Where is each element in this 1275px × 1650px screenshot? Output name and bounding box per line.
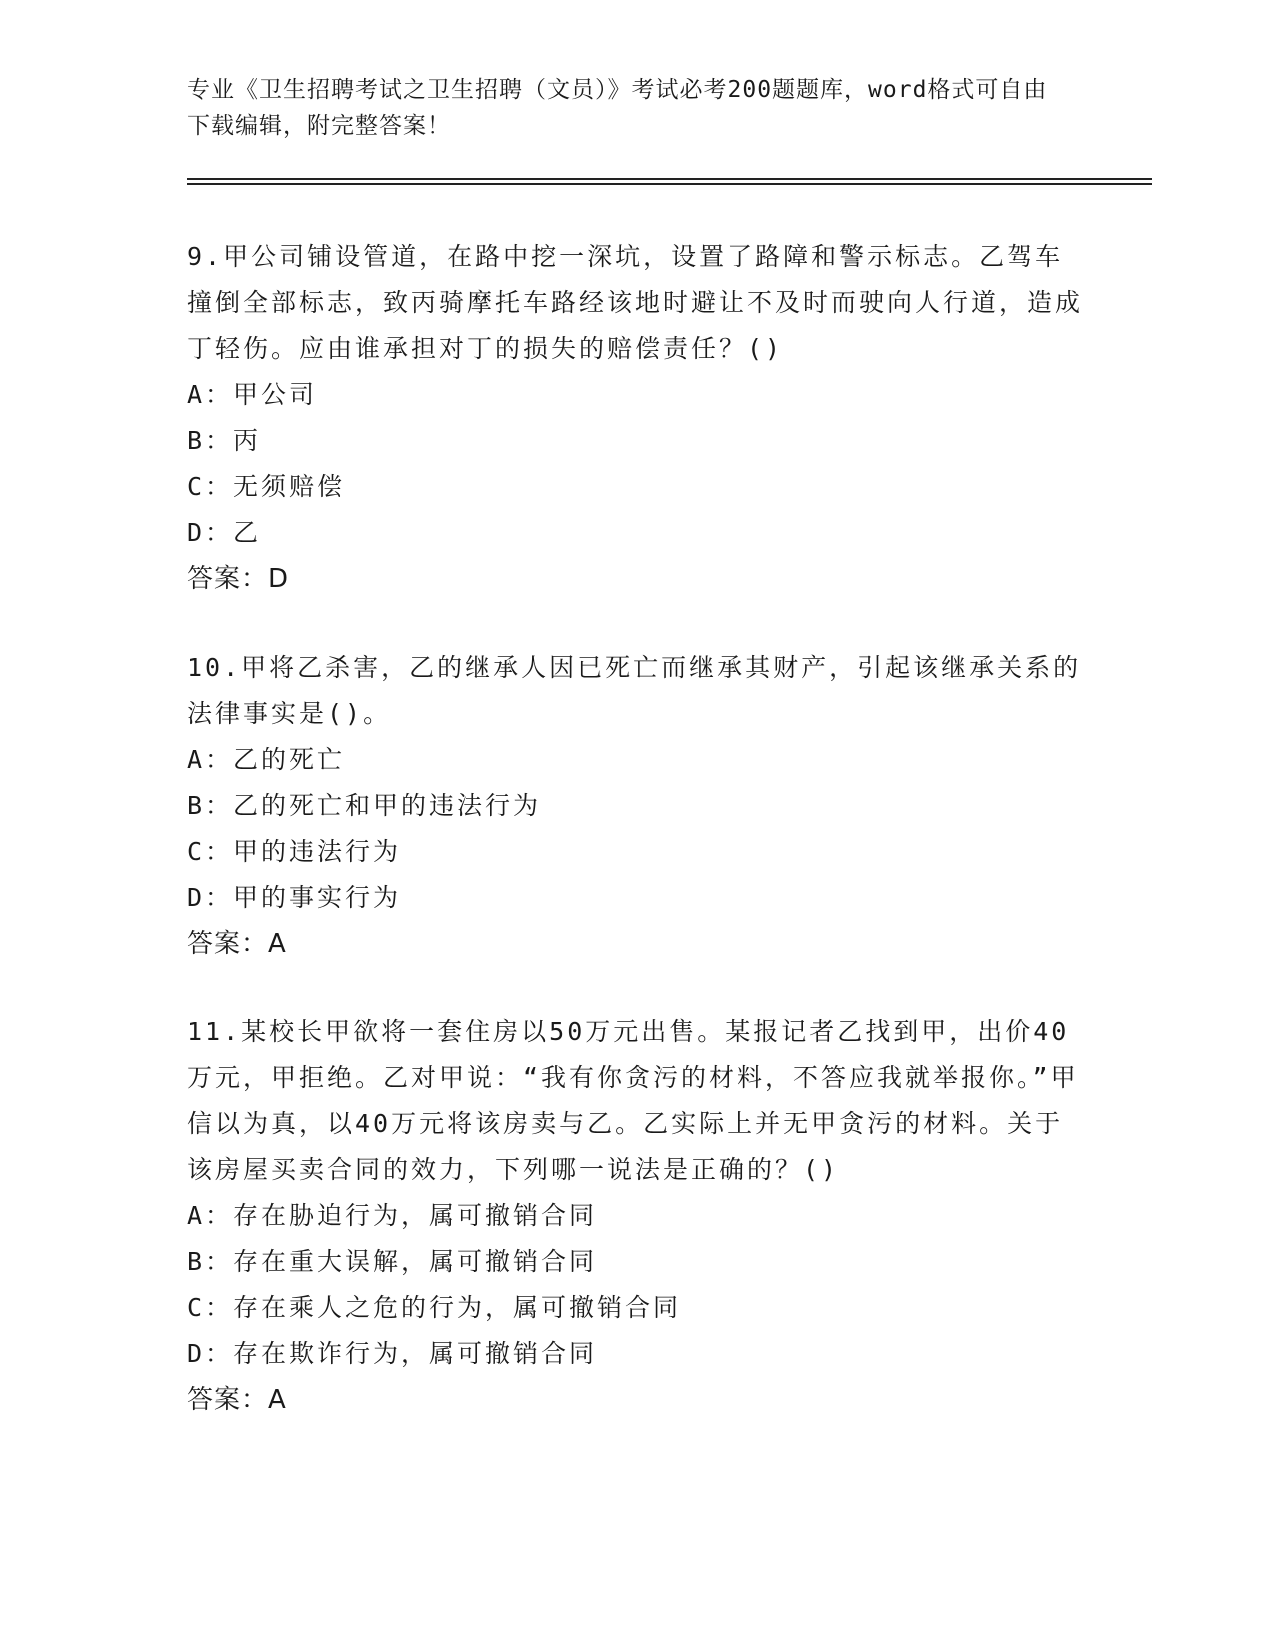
option-a: A：存在胁迫行为，属可撤销合同 [187, 1201, 598, 1230]
question-stem: 10.甲将乙杀害，乙的继承人因已死亡而继承其财产，引起该继承关系的法律事实是()。 [187, 653, 1082, 728]
answer-line: 答案：A [187, 929, 287, 959]
option-c: C：无须赔偿 [187, 472, 346, 501]
question-stem: 11.某校长甲欲将一套住房以50万元出售。某报记者乙找到甲，出价40万元，甲拒绝。乙对甲说：“我有你贪污的材料，不答应我就举报你。”甲信以为真，以40万元将该房卖与乙。乙实际上并无甲贪污的材料。关于该房屋买卖合同的效力，下列哪一说法是正确的？() [187, 1017, 1079, 1184]
option-a: A：甲公司 [187, 380, 318, 409]
option-c: C：存在乘人之危的行为，属可撤销合同 [187, 1293, 682, 1322]
header-divider-top [187, 178, 1152, 180]
option-d: D：乙 [187, 518, 262, 547]
option-d: D：甲的事实行为 [187, 883, 402, 912]
option-d: D：存在欺诈行为，属可撤销合同 [187, 1339, 598, 1368]
answer-line: 答案：A [187, 1385, 287, 1415]
answer-line: 答案：D [187, 564, 290, 594]
option-a: A：乙的死亡 [187, 745, 346, 774]
option-b: B：丙 [187, 426, 262, 455]
question-10 [187, 645, 1087, 967]
option-b: B：存在重大误解，属可撤销合同 [187, 1247, 598, 1276]
question-11 [187, 1009, 1087, 1423]
header-divider-bottom [187, 183, 1152, 185]
document-header: 专业《卫生招聘考试之卫生招聘（文员）》考试必考200题题库，word格式可自由下载编辑，附完整答案！ [187, 77, 1048, 139]
option-b: B：乙的死亡和甲的违法行为 [187, 791, 542, 820]
question-9 [187, 234, 1087, 602]
question-stem: 9.甲公司铺设管道，在路中挖一深坑，设置了路障和警示标志。乙驾车撞倒全部标志，致丙骑摩托车路经该地时避让不及时而驶向人行道，造成丁轻伤。应由谁承担对丁的损失的赔偿责任？() [187, 242, 1084, 363]
option-c: C：甲的违法行为 [187, 837, 402, 866]
